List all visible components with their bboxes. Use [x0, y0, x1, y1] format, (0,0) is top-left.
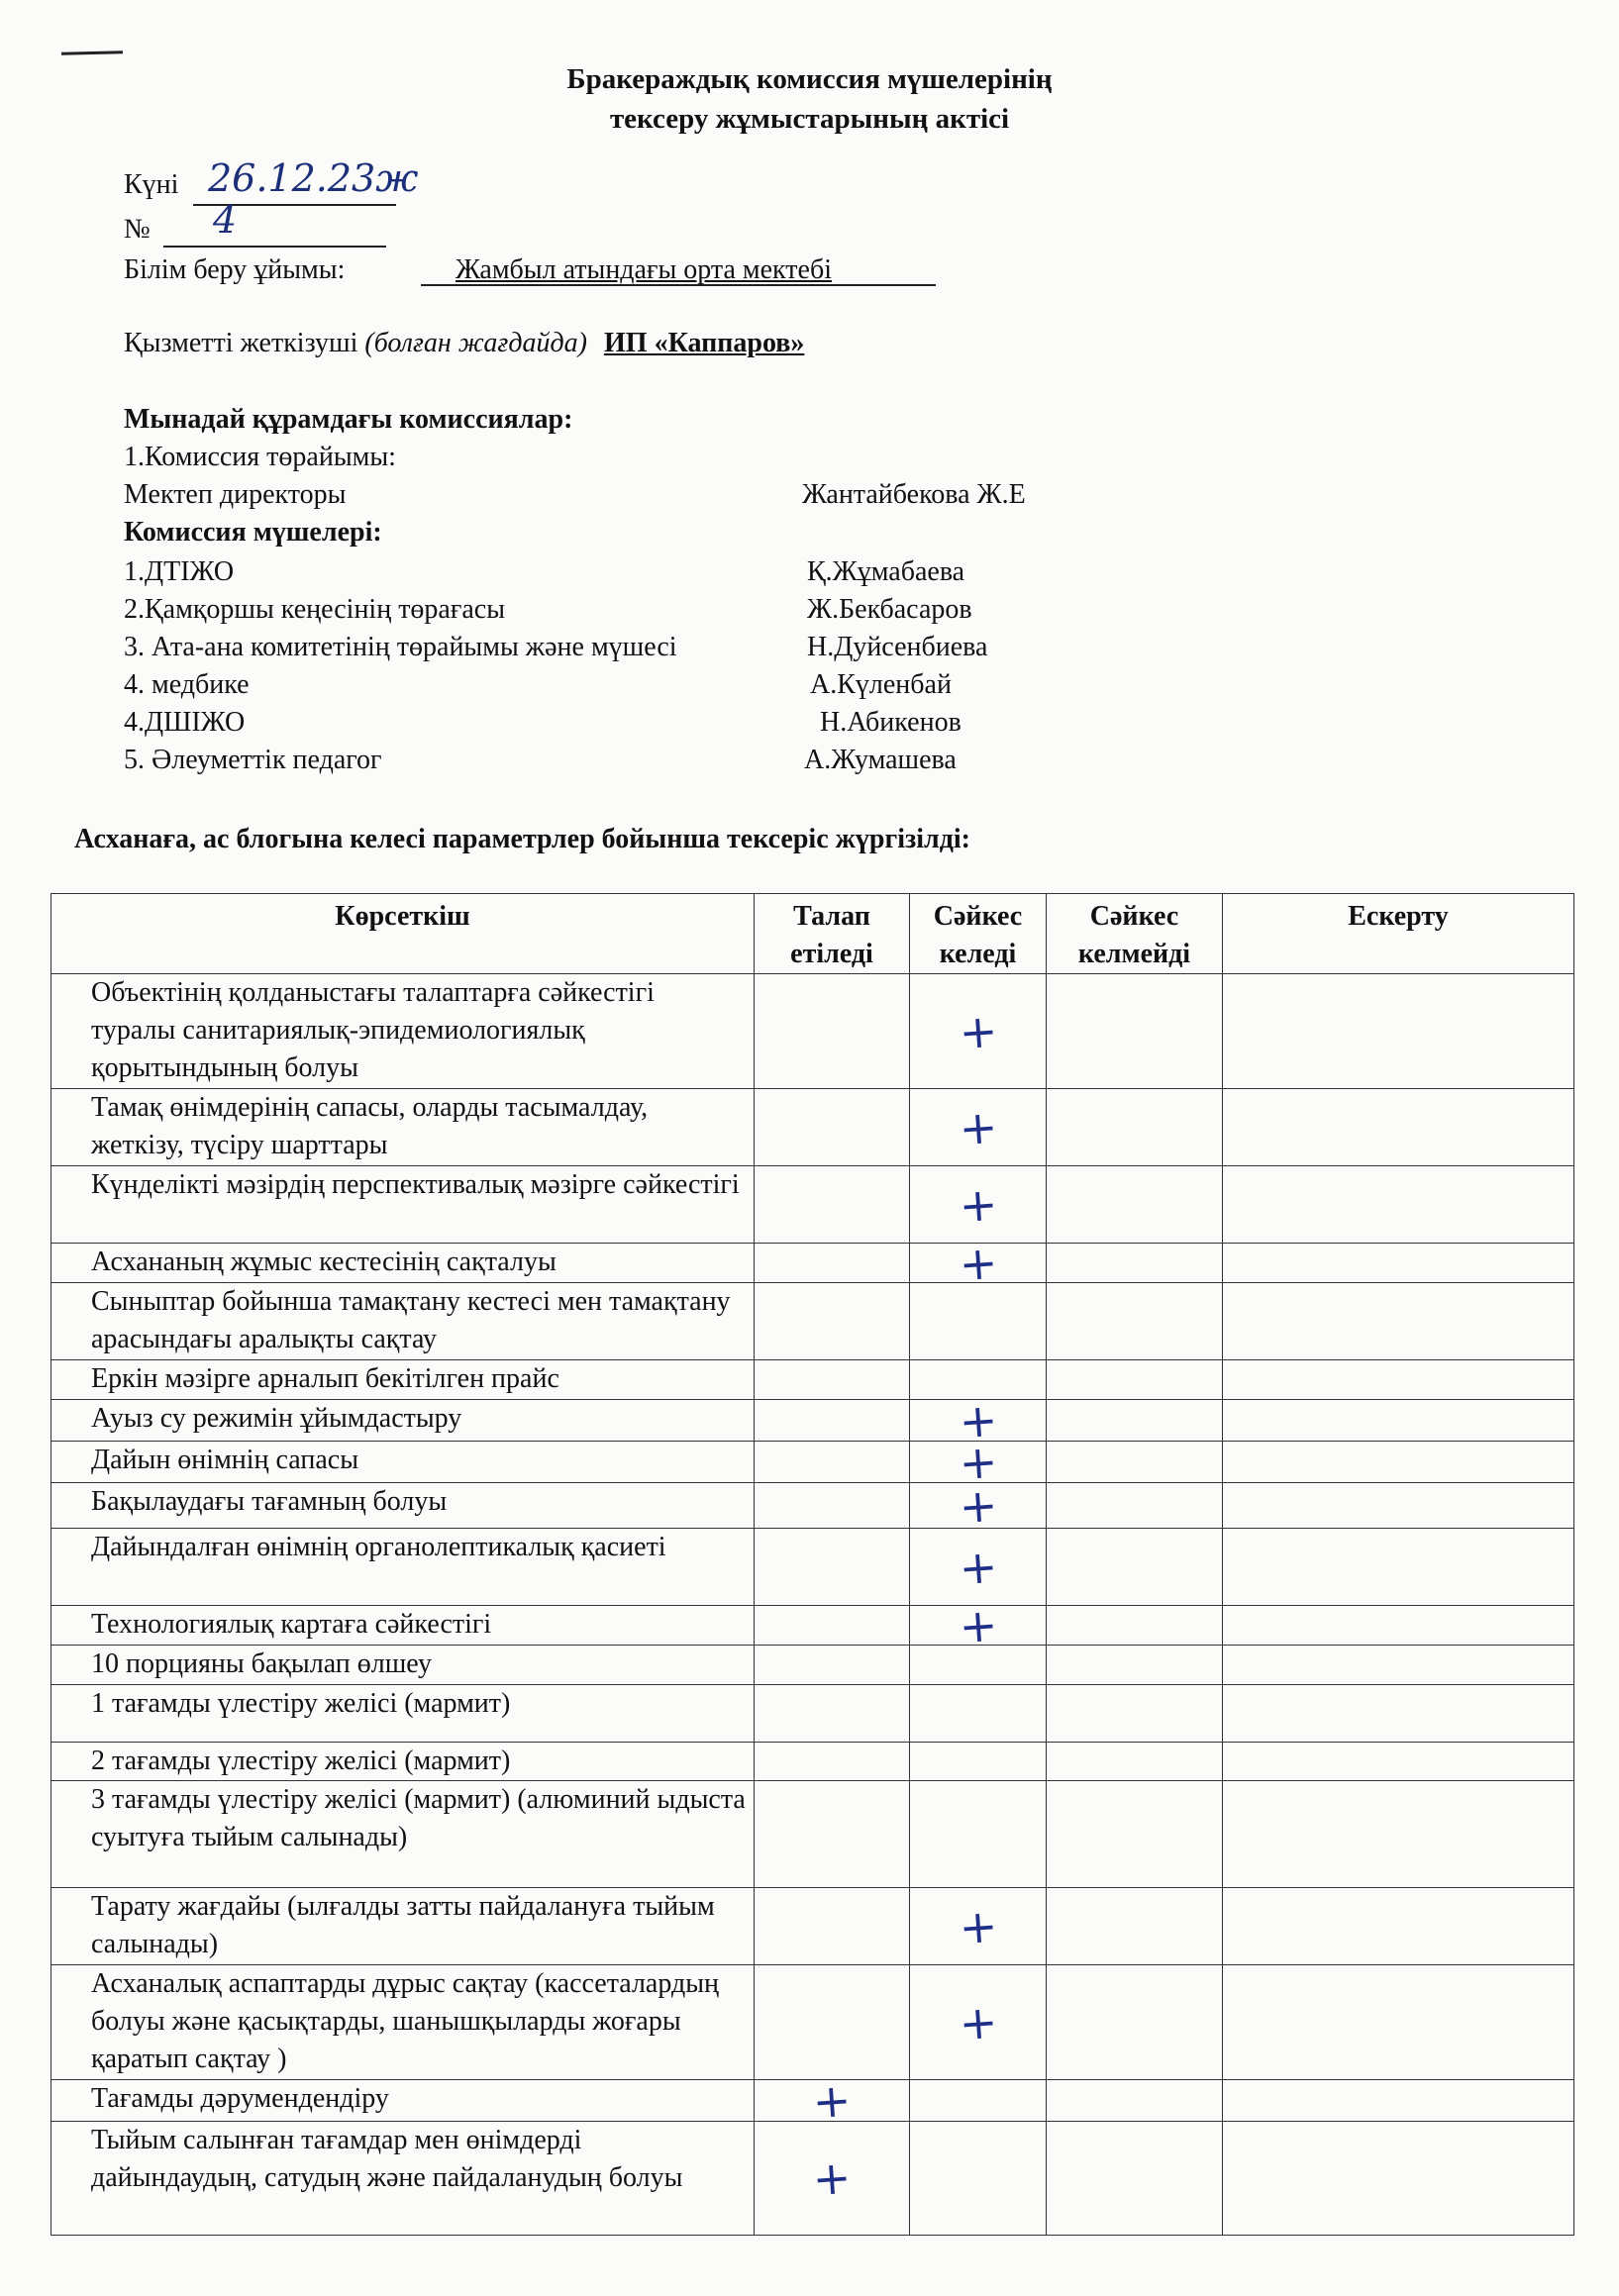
not-complies-cell	[1047, 1965, 1223, 2080]
indicator-cell: Асханалық аспаптарды дұрыс сақтау (кассеталардың болуы және қасықтарды, шанышқыларды жоғары қаратып сақтау )	[51, 1965, 755, 2080]
org-label: Білім беру ұйымы:	[124, 254, 346, 285]
table-row	[51, 1529, 1574, 1606]
indicator-cell: Дайын өнімнің сапасы	[51, 1442, 755, 1483]
handwritten-check-mark: +	[957, 1477, 999, 1534]
handwritten-check-mark: +	[957, 1099, 999, 1155]
complies-cell	[910, 1597, 1047, 1653]
note-cell	[1223, 1244, 1574, 1283]
handwritten-check-mark: +	[957, 1176, 999, 1233]
table-row	[51, 1646, 1574, 1685]
handwritten-check-mark: +	[957, 1539, 999, 1595]
note-cell	[1223, 2080, 1574, 2122]
table-row	[51, 1283, 1574, 1360]
column-header-complies: Сәйкес келеді	[910, 894, 1047, 974]
member-role: 3. Ата-ана комитетінің төрайымы және мүшесі	[124, 632, 677, 662]
note-cell	[1223, 1166, 1574, 1244]
complies-cell	[910, 1283, 1047, 1360]
indicator-cell: 1 тағамды үлестіру желісі (мармит)	[51, 1685, 755, 1743]
number-underline	[163, 246, 386, 248]
member-role: 4.ДШІЖО	[124, 707, 246, 738]
not-complies-cell	[1047, 1089, 1223, 1166]
indicator-cell: Еркін мәзірге арналып бекітілген прайс	[51, 1360, 755, 1400]
member-name: А.Күленбай	[810, 669, 952, 700]
complies-cell	[910, 2080, 1047, 2122]
inspection-heading: Асханаға, ас блогына келесі параметрлер бойынша тексеріс жүргізілді:	[74, 824, 971, 854]
table-row	[51, 1743, 1574, 1781]
number-value: 4	[213, 198, 238, 242]
table-row	[51, 1965, 1574, 2080]
table-row	[51, 1606, 1574, 1646]
not-complies-cell	[1047, 1888, 1223, 1965]
required-cell	[755, 1781, 910, 1888]
document-title-line-1: Бракераждық комиссия мүшелерінің	[566, 63, 1053, 95]
required-cell	[755, 2122, 910, 2236]
not-complies-cell	[1047, 1283, 1223, 1360]
table-row	[51, 2080, 1574, 2122]
complies-cell	[910, 1685, 1047, 1743]
org-underline	[421, 284, 936, 286]
complies-cell	[910, 1888, 1047, 1965]
handwritten-check-mark: +	[957, 1392, 999, 1448]
table-row	[51, 1442, 1574, 1483]
required-cell	[755, 1483, 910, 1529]
indicator-cell: 3 тағамды үлестіру желісі (мармит) (алюминий ыдыста суытуға тыйым салынады)	[51, 1781, 755, 1888]
not-complies-cell	[1047, 974, 1223, 1089]
column-header-note: Ескерту	[1223, 894, 1574, 974]
chair-heading: 1.Комиссия төрайымы:	[124, 442, 396, 472]
handwritten-check-mark: +	[957, 1003, 999, 1059]
indicator-cell: Бақылаудағы тағамның болуы	[51, 1483, 755, 1529]
table-header-row	[51, 894, 1574, 974]
complies-cell	[910, 1646, 1047, 1685]
complies-cell	[910, 1434, 1047, 1490]
indicator-cell: Дайындалған өнімнің органолептикалық қасиеті	[51, 1529, 755, 1606]
not-complies-cell	[1047, 1685, 1223, 1743]
chair-name: Жантайбекова Ж.Е	[802, 479, 1026, 510]
member-name: Қ.Жұмабаева	[807, 556, 965, 587]
required-cell	[755, 1400, 910, 1442]
indicator-cell: Сыныптар бойынша тамақтану кестесі мен тамақтану арасындағы аралықты сақтау	[51, 1283, 755, 1360]
column-header-not-complies: Сәйкес келмейді	[1047, 894, 1223, 974]
column-header-indicator: Көрсеткіш	[51, 894, 755, 974]
table-row	[51, 1685, 1574, 1743]
complies-cell	[910, 1089, 1047, 1166]
column-header-required: Талап етіледі	[755, 894, 910, 974]
handwritten-check-mark: +	[957, 1597, 999, 1653]
required-cell	[755, 1606, 910, 1646]
required-cell	[755, 1685, 910, 1743]
member-role: 5. Әлеуметтік педагог	[124, 745, 382, 775]
required-cell	[755, 1244, 910, 1283]
indicator-cell: Тағамды дәрумендендіру	[51, 2080, 755, 2122]
note-cell	[1223, 2122, 1574, 2236]
not-complies-cell	[1047, 1442, 1223, 1483]
members-heading: Комиссия мүшелері:	[124, 517, 382, 548]
pen-mark	[61, 50, 123, 55]
complies-cell	[910, 1781, 1047, 1888]
note-cell	[1223, 1089, 1574, 1166]
not-complies-cell	[1047, 1743, 1223, 1781]
required-cell	[755, 1360, 910, 1400]
complies-cell	[910, 1235, 1047, 1291]
supplier-line: Қызметті жеткізуші (болған жағдайда) ИП «Каппаров»	[124, 328, 805, 358]
not-complies-cell	[1047, 2122, 1223, 2236]
note-cell	[1223, 1888, 1574, 1965]
handwritten-check-mark: +	[957, 1994, 999, 2050]
member-role: 2.Қамқоршы кеңесінің төрағасы	[124, 594, 506, 625]
note-cell	[1223, 1529, 1574, 1606]
not-complies-cell	[1047, 1483, 1223, 1529]
note-cell	[1223, 1685, 1574, 1743]
required-cell	[755, 1442, 910, 1483]
complies-cell	[910, 1743, 1047, 1781]
indicator-cell: 2 тағамды үлестіру желісі (мармит)	[51, 1743, 755, 1781]
not-complies-cell	[1047, 1400, 1223, 1442]
not-complies-cell	[1047, 1166, 1223, 1244]
not-complies-cell	[1047, 1360, 1223, 1400]
not-complies-cell	[1047, 1781, 1223, 1888]
indicator-cell: Тарату жағдайы (ылғалды затты пайдалануға тыйым салынады)	[51, 1888, 755, 1965]
complies-cell	[910, 1529, 1047, 1606]
not-complies-cell	[1047, 1646, 1223, 1685]
complies-cell	[910, 1477, 1047, 1534]
indicator-cell: Технологиялық картаға сәйкестігі	[51, 1606, 755, 1646]
indicator-cell: Объектінің қолданыстағы талаптарға сәйкестігі туралы санитариялық-эпидемиологиялық қорытындының болуы	[51, 974, 755, 1089]
table-row	[51, 1244, 1574, 1283]
required-cell	[755, 1529, 910, 1606]
note-cell	[1223, 1606, 1574, 1646]
indicator-cell: Асхананың жұмыс кестесінің сақталуы	[51, 1244, 755, 1283]
member-name: Н.Абикенов	[820, 707, 961, 738]
indicator-cell: Күнделікті мәзірдің перспективалық мәзірге сәйкестігі	[51, 1166, 755, 1244]
required-cell	[755, 1646, 910, 1685]
required-cell	[755, 1166, 910, 1244]
member-role: 4. медбике	[124, 669, 250, 700]
required-cell	[755, 1965, 910, 2080]
required-cell	[755, 1089, 910, 1166]
date-label: Күні	[124, 169, 179, 200]
note-cell	[1223, 1283, 1574, 1360]
table-row	[51, 1089, 1574, 1166]
inspection-table	[51, 893, 1574, 2236]
required-cell	[755, 1888, 910, 1965]
table-row	[51, 1781, 1574, 1888]
not-complies-cell	[1047, 1606, 1223, 1646]
note-cell	[1223, 1483, 1574, 1529]
table-row	[51, 1888, 1574, 1965]
not-complies-cell	[1047, 1529, 1223, 1606]
date-value: 26.12.23ж	[208, 156, 419, 200]
complies-cell	[910, 974, 1047, 1089]
table-row	[51, 2122, 1574, 2236]
indicator-cell: Тамақ өнімдерінің сапасы, оларды тасымалдау, жеткізу, түсіру шарттары	[51, 1089, 755, 1166]
chair-role: Мектеп директоры	[124, 479, 347, 510]
note-cell	[1223, 1781, 1574, 1888]
note-cell	[1223, 1646, 1574, 1685]
handwritten-check-mark: +	[957, 1434, 999, 1490]
note-cell	[1223, 1965, 1574, 2080]
member-name: Ж.Бекбасаров	[807, 594, 972, 625]
document-title-line-2: тексеру жұмыстарының актісі	[609, 103, 1010, 135]
commission-heading: Мынадай құрамдағы комиссиялар:	[124, 404, 573, 435]
complies-cell	[910, 1166, 1047, 1244]
member-name: Н.Дуйсенбиева	[807, 632, 988, 662]
indicator-cell: 10 порцияны бақылап өлшеу	[51, 1646, 755, 1685]
org-value: Жамбыл атындағы орта мектебі	[455, 254, 832, 285]
table-row	[51, 1360, 1574, 1400]
note-cell	[1223, 974, 1574, 1089]
note-cell	[1223, 1360, 1574, 1400]
complies-cell	[910, 1965, 1047, 2080]
complies-cell	[910, 2122, 1047, 2236]
not-complies-cell	[1047, 1244, 1223, 1283]
required-cell	[755, 2072, 910, 2129]
required-cell	[755, 974, 910, 1089]
handwritten-check-mark: +	[957, 1898, 999, 1954]
note-cell	[1223, 1400, 1574, 1442]
handwritten-check-mark: +	[957, 1235, 999, 1291]
table-row	[51, 1166, 1574, 1244]
table-row	[51, 1483, 1574, 1529]
handwritten-check-mark: +	[810, 2072, 854, 2129]
member-name: А.Жумашева	[804, 745, 957, 775]
indicator-cell: Тыйым салынған тағамдар мен өнімдерді дайындаудың, сатудың және пайдаланудың болуы	[51, 2122, 755, 2236]
note-cell	[1223, 1743, 1574, 1781]
not-complies-cell	[1047, 2080, 1223, 2122]
indicator-cell: Ауыз су режимін ұйымдастыру	[51, 1400, 755, 1442]
number-label: №	[124, 214, 151, 245]
note-cell	[1223, 1442, 1574, 1483]
member-role: 1.ДТІЖО	[124, 556, 235, 587]
table-row	[51, 974, 1574, 1089]
handwritten-check-mark: +	[810, 2149, 854, 2207]
table-row	[51, 1400, 1574, 1442]
required-cell	[755, 1743, 910, 1781]
required-cell	[755, 1283, 910, 1360]
